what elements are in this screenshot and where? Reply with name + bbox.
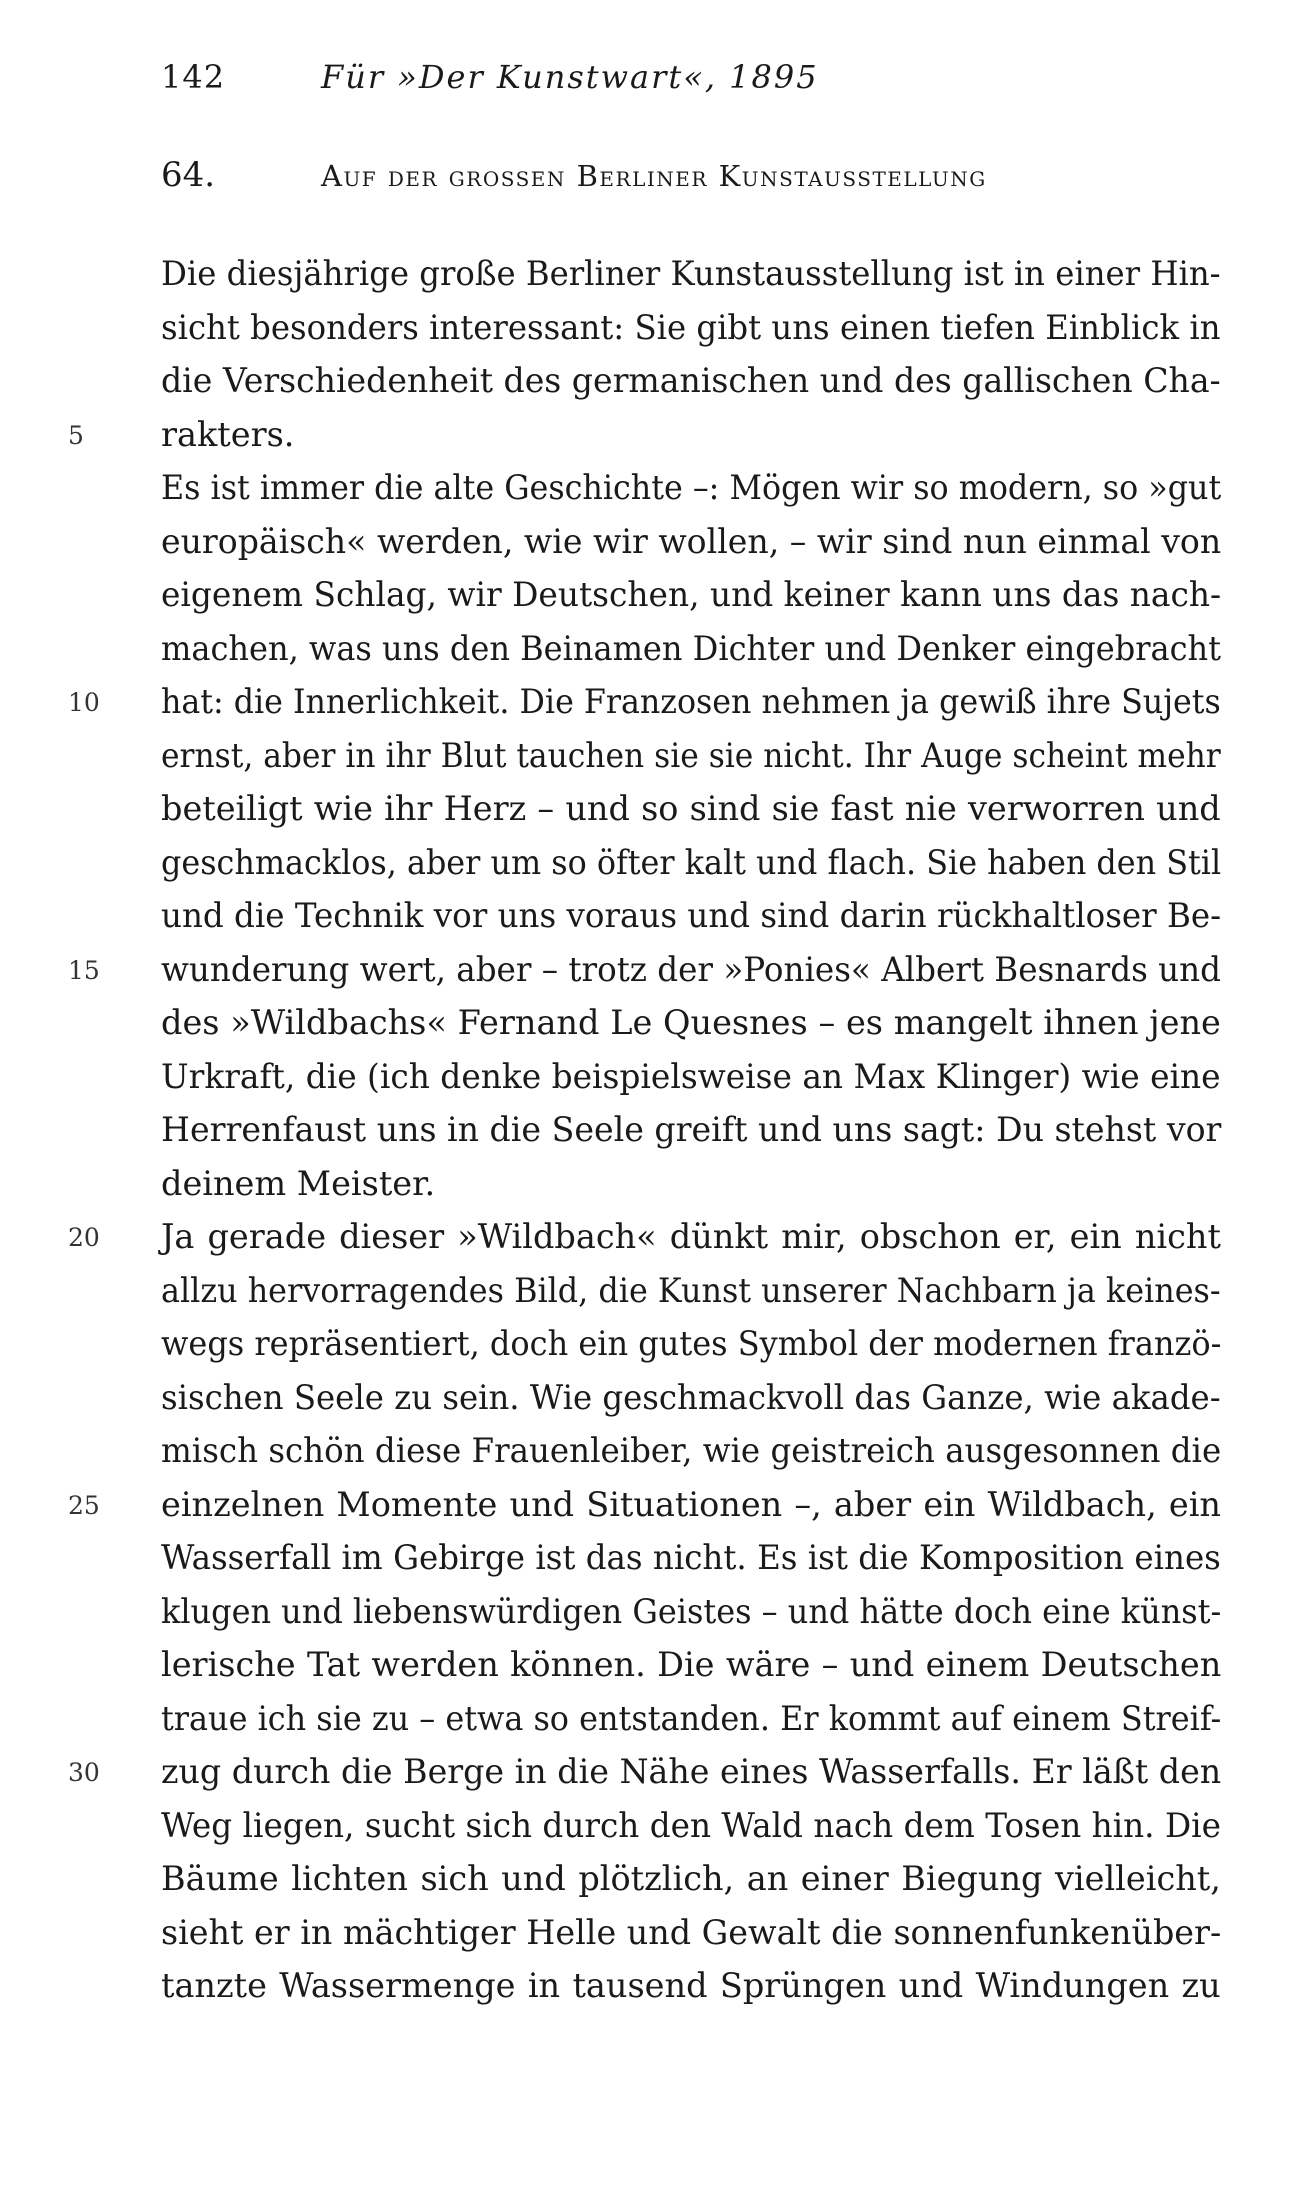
line-text: wegs repräsentiert, doch ein gutes Symbol der modernen franzö- (161, 1324, 1222, 1363)
text-line (0, 890, 1294, 944)
text-line (0, 1265, 1294, 1319)
line-text: klugen und liebenswürdigen Geistes – und hätte doch eine künst- (161, 1591, 1222, 1631)
text-line (0, 1960, 1294, 2014)
text-line (0, 730, 1294, 784)
line-text: einzelnen Momente und Situationen –, aber ein Wildbach, ein (161, 1484, 1221, 1524)
line-text: lerische Tat werden können. Die wäre – und einem Deutschen (161, 1645, 1222, 1684)
line-text: Die diesjährige große Berliner Kunstausstellung ist in einer Hin- (161, 254, 1221, 293)
text-line (0, 837, 1294, 891)
line-text: deinem Meister. (161, 1163, 436, 1203)
line-text: Wasserfall im Gebirge ist das nicht. Es ist die Komposition eines (161, 1538, 1221, 1577)
line-text: tanzte Wassermenge in tausend Sprüngen und Windungen zu (161, 1966, 1221, 2005)
text-line (0, 1907, 1294, 1961)
section-heading (161, 155, 1234, 205)
text-line (0, 1639, 1294, 1693)
text-line (0, 302, 1294, 356)
line-text: sieht er in mächtiger Helle und Gewalt die sonnenfunkenüber- (161, 1912, 1222, 1952)
line-text: Es ist immer die alte Geschichte –: Mögen wir so modern, so »gut (161, 468, 1222, 507)
text-line (0, 1693, 1294, 1747)
text-line (0, 1158, 1294, 1212)
text-line (0, 1532, 1294, 1586)
running-head (161, 58, 1234, 108)
line-text: des »Wildbachs« Fernand Le Quesnes – es mangelt ihnen jene (161, 1003, 1221, 1042)
line-text: Ja gerade dieser »Wildbach« dünkt mir, obschon er, ein nicht (161, 1217, 1221, 1256)
text-line (0, 1318, 1294, 1372)
line-text: die Verschiedenheit des germanischen und des gallischen Cha- (161, 361, 1221, 400)
text-line (0, 1586, 1294, 1640)
line-text: wunderung wert, aber – trotz der »Ponies« Albert Besnards und (161, 949, 1221, 989)
line-text: eigenem Schlag, wir Deutschen, und keiner kann uns das nach- (161, 575, 1222, 614)
line-text: geschmacklos, aber um so öfter kalt und flach. Sie haben den Stil (161, 842, 1222, 882)
section-title: Auf der grossen Berliner Kunstausstellung (321, 159, 987, 193)
text-line (0, 1853, 1294, 1907)
line-text: europäisch« werden, wie wir wollen, – wir sind nun einmal von (161, 521, 1222, 561)
line-text: Bäume lichten sich und plötzlich, an einer Biegung vielleicht, (161, 1859, 1221, 1898)
text-line (0, 248, 1294, 302)
line-text: ernst, aber in ihr Blut tauchen sie sie nicht. Ihr Auge scheint mehr (161, 735, 1221, 775)
line-text: und die Technik vor uns voraus und sind darin rückhaltloser Be- (161, 896, 1222, 935)
text-line (0, 569, 1294, 623)
line-text: Herrenfaust uns in die Seele greift und uns sagt: Du stehst vor (161, 1110, 1222, 1149)
text-line (0, 1104, 1294, 1158)
line-number: 20 (68, 1223, 100, 1252)
page-number: 142 (161, 58, 226, 96)
line-text: beteiligt wie ihr Herz – und so sind sie fast nie verworren und (161, 789, 1221, 828)
section-number: 64. (161, 155, 216, 195)
line-text: Weg liegen, sucht sich durch den Wald nach dem Tosen hin. Die (161, 1805, 1221, 1845)
running-title: Für »Der Kunstwart«, 1895 (321, 58, 819, 96)
text-line (0, 355, 1294, 409)
line-number: 30 (68, 1758, 100, 1787)
text-line (0, 1051, 1294, 1105)
line-number: 15 (68, 955, 100, 985)
text-line (0, 1479, 1294, 1533)
text-line (0, 462, 1294, 516)
text-line (0, 516, 1294, 570)
line-text: allzu hervorragendes Bild, die Kunst unserer Nachbarn ja keines- (161, 1270, 1221, 1310)
text-line (0, 1800, 1294, 1854)
line-text: traue ich sie zu – etwa so entstanden. Er kommt auf einem Streif- (161, 1698, 1222, 1738)
text-line (0, 944, 1294, 998)
text-line (0, 997, 1294, 1051)
text-line (0, 676, 1294, 730)
text-line (0, 623, 1294, 677)
body-text (0, 248, 1294, 2014)
text-line (0, 409, 1294, 463)
text-line (0, 783, 1294, 837)
text-line (0, 1746, 1294, 1800)
line-text: rakters. (161, 414, 295, 454)
line-number: 10 (68, 688, 100, 717)
line-text: misch schön diese Frauenleiber, wie geistreich ausgesonnen die (161, 1431, 1222, 1470)
line-text: hat: die Innerlichkeit. Die Franzosen nehmen ja gewiß ihre Sujets (161, 682, 1221, 721)
line-number: 5 (68, 420, 84, 450)
text-line (0, 1211, 1294, 1265)
line-text: zug durch die Berge in die Nähe eines Wasserfalls. Er läßt den (161, 1752, 1222, 1791)
line-text: sicht besonders interessant: Sie gibt uns einen tiefen Einblick in (161, 307, 1221, 347)
text-line (0, 1425, 1294, 1479)
line-text: machen, was uns den Beinamen Dichter und Denker eingebracht (161, 628, 1222, 668)
line-number: 25 (68, 1490, 100, 1520)
line-text: Urkraft, die (ich denke beispielsweise an Max Klinger) wie eine (161, 1056, 1221, 1096)
line-text: sischen Seele zu sein. Wie geschmackvoll das Ganze, wie akade- (161, 1377, 1221, 1417)
text-line (0, 1372, 1294, 1426)
